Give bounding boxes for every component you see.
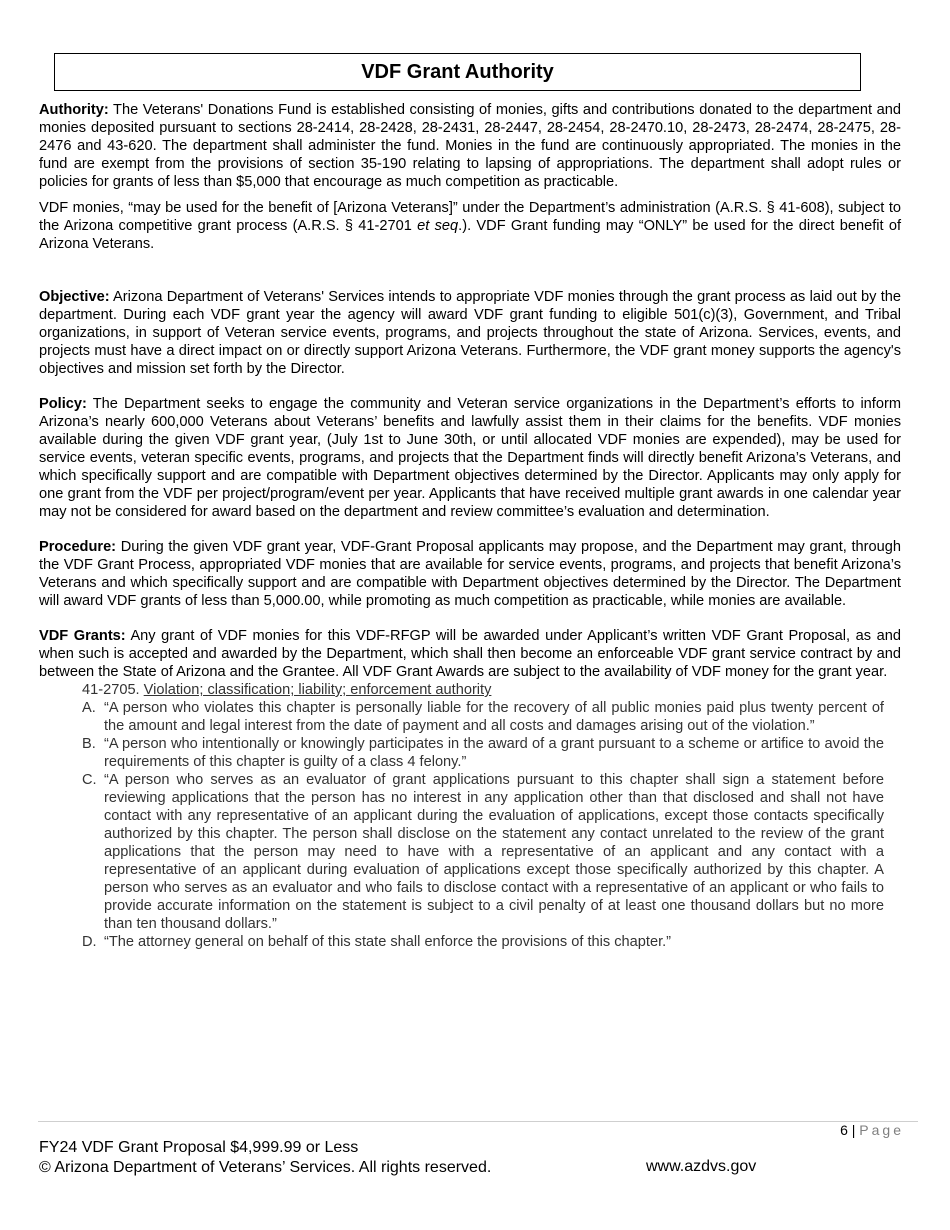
page-number-value: 6 (840, 1122, 848, 1138)
vdf-monies-text-a: VDF monies, “may be used for the benefit of [Arizona Veterans]” under the Department’s administration (A.R.S. § 41-608), subject to the Arizona competitive grant process (A.R.S. § 41-2701 (39, 200, 901, 234)
statute-item-d (82, 933, 884, 951)
list-marker: D. (82, 934, 97, 950)
vdf-monies-paragraph (39, 199, 901, 253)
policy-paragraph (39, 395, 901, 521)
footer-website[interactable]: www.azdvs.gov (646, 1158, 757, 1175)
vdf-grants-text: Any grant of VDF monies for this VDF-RFGP will be awarded under Applicant’s written VDF Grant Proposal, as and when such is accepted and awarded by the Department, which shall then become an enforceable VDF grant service contract by and between the State of Arizona and the Grantee. All VDF Grant Awards are subject to the availability of VDF money for the grant year. (39, 628, 902, 680)
statute-list (82, 699, 901, 951)
list-item-text: “A person who serves as an evaluator of grant applications pursuant to this chapter shall sign a statement before reviewing applications that the person has no interest in any application other than that disclosed and shall not have contact with any representative of an applicant during the evaluation of applications, except those contacts specifically authorized by this chapter. The person shall disclose on the statement any contact unrelated to the review of the grant applications that the person may need to have with a representative of an applicant and any contact with a representative of an applicant during evaluation of applications except those specifically authorized by this chapter. A person who serves as an evaluator and who fails to disclose contact with a representative of an applicant or who fails to provide accurate information on the statement is subject to a civil penalty of at least one thousand dollars but no more than ten thousand dollars.” (104, 772, 884, 932)
list-marker: A. (82, 700, 96, 716)
authority-paragraph (39, 101, 901, 191)
list-marker: C. (82, 772, 97, 788)
footer-doc-title: FY24 VDF Grant Proposal $4,999.99 or Less (39, 1139, 359, 1156)
document-body (39, 101, 901, 951)
procedure-label: Procedure: (39, 539, 117, 555)
page-title-text: VDF Grant Authority (361, 60, 554, 83)
procedure-text: During the given VDF grant year, VDF-Grant Proposal applicants may propose, and the Department may grant, through the VDF Grant Process, appropriated VDF monies that are available for service events, programs, and projects that benefit Arizona’s Veterans and which specifically support and are compatible with Department objectives determined by the Director. The Department will award VDF grants of less than 5,000.00, while promoting as much competition as practicable, while monies are available. (39, 539, 901, 609)
authority-label: Authority: (39, 102, 109, 118)
vdf-grants-paragraph (39, 627, 901, 681)
statute-title: Violation; classification; liability; enforcement authority (143, 682, 492, 698)
list-marker: B. (82, 736, 96, 752)
vdf-monies-italic: et seq (417, 218, 459, 234)
objective-label: Objective: (39, 289, 110, 305)
statute-block (82, 681, 901, 951)
statute-item-b (82, 735, 884, 771)
policy-label: Policy: (39, 396, 87, 412)
objective-paragraph (39, 288, 901, 378)
page-separator: | (847, 1122, 860, 1138)
vdf-monies-text-b: .). VDF Grant funding may “ONLY” be used for the direct benefit of Arizona Veterans. (39, 218, 902, 252)
procedure-paragraph (39, 538, 901, 610)
statute-heading (82, 681, 901, 699)
list-item-text: “The attorney general on behalf of this state shall enforce the provisions of this chapter.” (104, 934, 672, 950)
statute-item-c (82, 771, 884, 933)
page-number (840, 1122, 904, 1138)
policy-text: The Department seeks to engage the community and Veteran service organizations in the Department’s efforts to inform Arizona’s nearly 600,000 Veterans about Veterans’ benefits and lawfully assist them in their claims for the benefits. VDF monies available during the given VDF grant year, (July 1st to June 30th, or until allocated VDF monies are expended), may be used for service events, veteran specific events, programs, and projects that the Department finds will directly benefit Arizona’s Veterans, and which specifically support and are compatible with Department objectives determined by the Director. Applicants may only apply for one grant from the VDF per project/program/event per year. Applicants that have received multiple grant awards in one calendar year may not be considered for award based on the department and review committee’s evaluation and determination. (39, 396, 901, 520)
statute-item-a (82, 699, 884, 735)
footer-divider (38, 1121, 918, 1122)
page-title (54, 53, 861, 91)
objective-text: Arizona Department of Veterans' Services intends to appropriate VDF monies through the grant process as laid out by the department. During each VDF grant year the agency will award VDF grant funding to eligible 501(c)(3), Government, and Tribal organizations, in support of Veteran service events, programs, and projects throughout the state of Arizona. Services, events, and projects must have a direct impact on or directly support Arizona Veterans. Furthermore, the VDF grant money supports the agency's objectives and mission set forth by the Director. (39, 289, 901, 377)
page-word: Page (859, 1122, 904, 1138)
list-item-text: “A person who intentionally or knowingly participates in the award of a grant pursuant to a scheme or artifice to avoid the requirements of this chapter is guilty of a class 4 felony.” (104, 736, 884, 770)
vdf-grants-label: VDF Grants: (39, 628, 126, 644)
footer-copyright: © Arizona Department of Veterans’ Services. All rights reserved. (39, 1159, 492, 1176)
authority-text: The Veterans' Donations Fund is established consisting of monies, gifts and contributions donated to the department and monies deposited pursuant to sections 28-2414, 28-2428, 28-2431, 28-2447, 28-2454, 28-2470.10, 28-2473, 28-2474, 28-2475, 28-2476 and 43-620. The department shall administer the fund. Monies in the fund are continuously appropriated. The monies in the fund are exempt from the provisions of section 35-190 relating to lapsing of appropriations. The department shall adopt rules or policies for grants of less than $5,000 that encourage as much competition as practicable. (39, 102, 901, 190)
list-item-text: “A person who violates this chapter is personally liable for the recovery of all public monies paid plus twenty percent of the amount and legal interest from the date of payment and all costs and damages arising out of the violation.” (104, 700, 884, 734)
statute-number: 41-2705. (82, 682, 144, 698)
